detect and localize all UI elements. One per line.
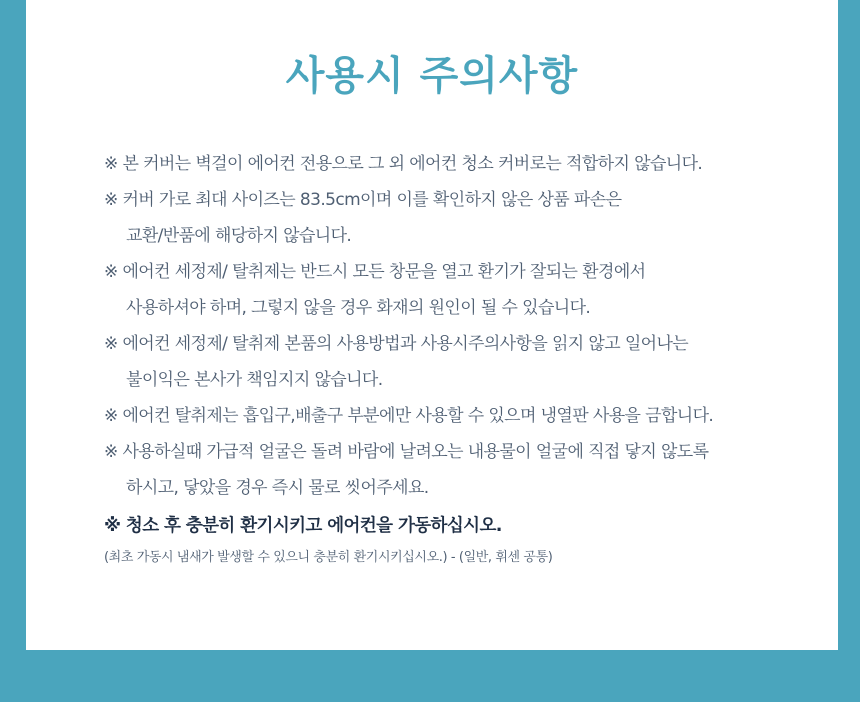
caution-item-6-cont: 하시고, 닿았을 경우 즉시 물로 씻어주세요. — [126, 478, 429, 498]
page-title: 사용시 주의사항 — [285, 53, 579, 99]
caution-item-2-cont: 교환/반품에 해당하지 않습니다. — [126, 226, 352, 246]
caution-list — [104, 150, 804, 572]
caution-item-2: ※ 커버 가로 최대 사이즈는 83.5cm이며 이를 확인하지 않은 상품 파손은 — [104, 190, 622, 210]
caution-item-3: ※ 에어컨 세정제/ 탈취제는 반드시 모든 창문을 열고 환기가 잘되는 환경에서 — [104, 262, 646, 282]
notice-card — [26, 0, 838, 650]
emphasis-note: ※ 청소 후 충분히 환기시키고 에어컨을 가동하십시오. — [104, 516, 502, 536]
caution-item-3-cont: 사용하셔야 하며, 그렇지 않을 경우 화재의 원인이 될 수 있습니다. — [126, 298, 591, 318]
caution-item-4: ※ 에어컨 세정제/ 탈취제 본품의 사용방법과 사용시주의사항을 읽지 않고 일어나는 — [104, 334, 689, 354]
caution-item-4-cont: 불이익은 본사가 책임지지 않습니다. — [126, 370, 383, 390]
footnote: (최초 가동시 냄새가 발생할 수 있으니 충분히 환기시키십시오.) - (일반, 휘센 공통) — [104, 550, 553, 565]
caution-item-6: ※ 사용하실때 가급적 얼굴은 돌려 바람에 날려오는 내용물이 얼굴에 직접 닿지 않도록 — [104, 442, 709, 462]
caution-item-5: ※ 에어컨 탈취제는 흡입구,배출구 부분에만 사용할 수 있으며 냉열판 사용을 금합니다. — [104, 406, 714, 426]
caution-item-1: ※ 본 커버는 벽걸이 에어컨 전용으로 그 외 에어컨 청소 커버로는 적합하지 않습니다. — [104, 154, 703, 174]
